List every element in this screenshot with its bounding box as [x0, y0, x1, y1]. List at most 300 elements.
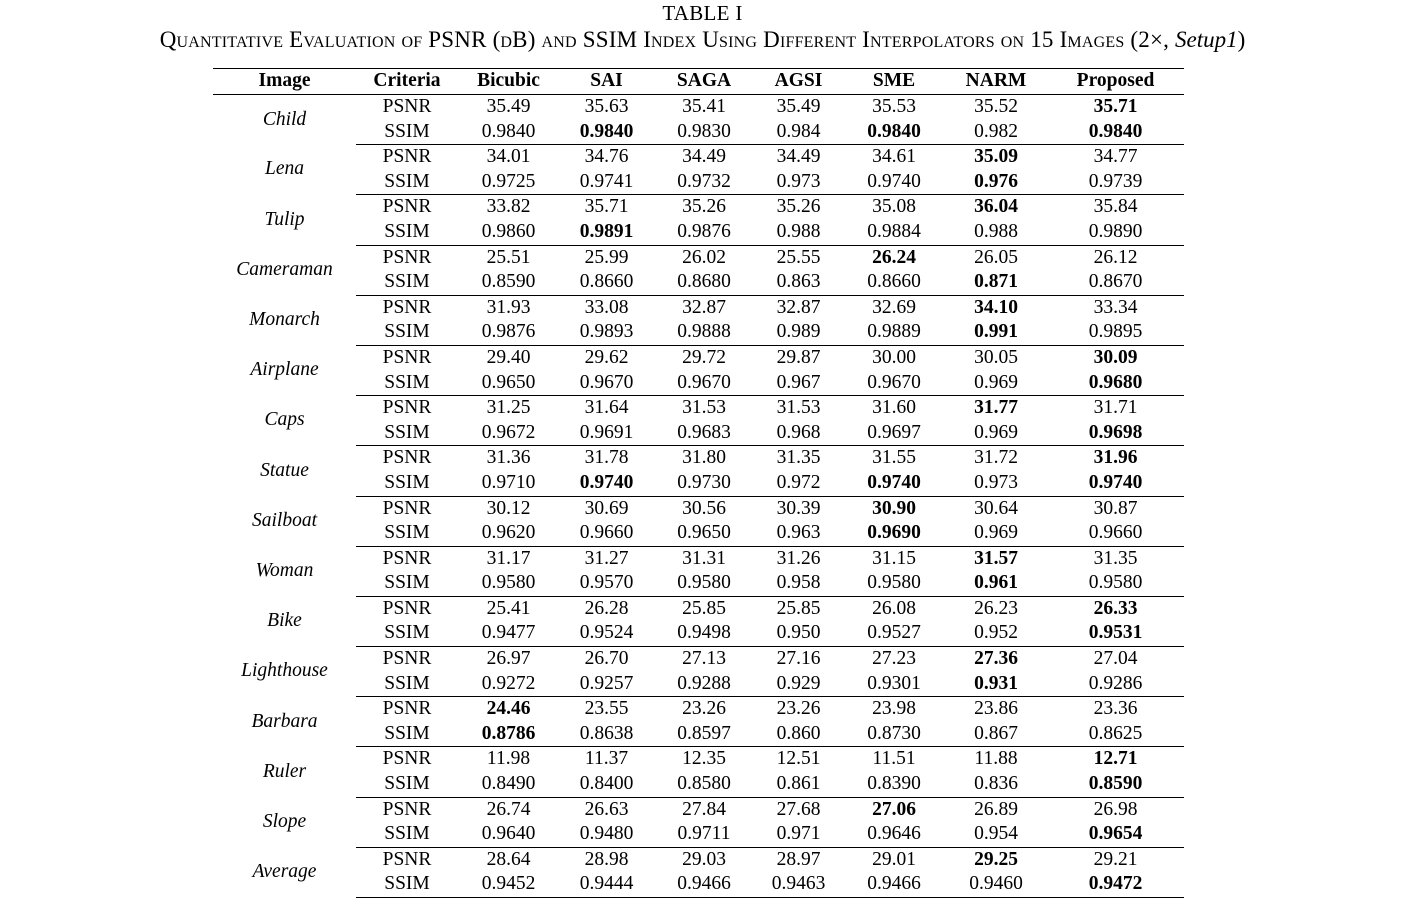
psnr-agsi-cell: 31.26	[776, 547, 821, 569]
image-name-cell: Lena	[265, 158, 304, 180]
table-row	[213, 672, 1184, 697]
psnr-saga-cell: 26.02	[682, 246, 726, 268]
psnr-sme-cell: 31.55	[872, 447, 916, 469]
ssim-agsi-cell: 0.989	[754, 320, 843, 345]
criteria-cell: PSNR	[382, 96, 432, 117]
ssim-proposed-cell: 0.9840	[1047, 120, 1184, 145]
ssim-agsi-cell: 0.958	[754, 571, 843, 596]
ssim-proposed-cell: 0.9739	[1047, 170, 1184, 195]
ssim-saga-cell: 0.9876	[654, 220, 754, 245]
psnr-saga-cell: 32.87	[682, 296, 726, 318]
ssim-proposed-cell: 0.9531	[1047, 621, 1184, 646]
ssim-bicubic-cell: 0.9725	[458, 170, 559, 195]
ssim-bicubic-cell: 0.8786	[458, 722, 559, 747]
image-name-cell: Sailboat	[251, 509, 317, 531]
psnr-agsi-cell: 35.49	[776, 96, 821, 117]
psnr-narm-cell: 26.05	[974, 246, 1018, 268]
ssim-sme-cell: 0.9527	[843, 621, 945, 646]
ssim-sme-cell: 0.9301	[843, 672, 945, 697]
ssim-bicubic-cell: 0.8590	[458, 270, 559, 295]
ssim-saga-cell: 0.9888	[654, 320, 754, 345]
ssim-bicubic-cell: 0.9580	[458, 571, 559, 596]
ssim-sai-cell: 0.9893	[559, 320, 654, 345]
psnr-agsi-cell: 25.55	[776, 246, 821, 268]
criteria-cell: PSNR	[382, 547, 432, 569]
psnr-sme-cell: 26.08	[872, 597, 916, 619]
table-row	[213, 421, 1184, 446]
psnr-sme-cell: 30.00	[872, 346, 916, 368]
criteria-cell: PSNR	[382, 848, 432, 870]
header-image: Image	[213, 69, 356, 95]
psnr-bicubic-cell: 25.51	[486, 246, 531, 268]
psnr-bicubic-cell: 33.82	[486, 196, 531, 218]
psnr-bicubic-cell: 34.01	[486, 146, 531, 168]
ssim-proposed-cell: 0.9286	[1047, 672, 1184, 697]
image-name-cell: Caps	[264, 409, 305, 431]
psnr-saga-cell: 29.03	[682, 848, 726, 870]
criteria-cell: SSIM	[356, 672, 458, 697]
ssim-sai-cell: 0.9524	[559, 621, 654, 646]
psnr-proposed-cell: 35.84	[1093, 196, 1138, 218]
ssim-proposed-cell: 0.9660	[1047, 521, 1184, 546]
ssim-narm-cell: 0.969	[945, 521, 1047, 546]
image-name-cell: Tulip	[264, 208, 305, 230]
psnr-proposed-cell: 27.04	[1093, 648, 1138, 670]
psnr-agsi-cell: 29.87	[776, 346, 821, 368]
ssim-sai-cell: 0.9480	[559, 822, 654, 847]
psnr-saga-cell: 27.13	[682, 648, 726, 670]
ssim-sme-cell: 0.9670	[843, 371, 945, 396]
ssim-bicubic-cell: 0.8490	[458, 772, 559, 797]
ssim-agsi-cell: 0.950	[754, 621, 843, 646]
criteria-cell: SSIM	[356, 220, 458, 245]
psnr-proposed-cell: 26.98	[1093, 798, 1138, 820]
ssim-bicubic-cell: 0.9640	[458, 822, 559, 847]
header-sme: SME	[843, 69, 945, 95]
table-row	[213, 797, 1184, 822]
psnr-bicubic-cell: 31.93	[486, 296, 531, 318]
psnr-saga-cell: 23.26	[682, 698, 726, 720]
ssim-saga-cell: 0.9830	[654, 120, 754, 145]
ssim-proposed-cell: 0.9740	[1047, 471, 1184, 496]
ssim-proposed-cell: 0.8590	[1047, 772, 1184, 797]
ssim-saga-cell: 0.9670	[654, 371, 754, 396]
criteria-cell: PSNR	[382, 296, 432, 318]
ssim-sai-cell: 0.9840	[559, 120, 654, 145]
psnr-sai-cell: 34.76	[584, 146, 629, 168]
psnr-narm-cell: 35.52	[974, 96, 1018, 117]
psnr-bicubic-cell: 31.36	[486, 447, 531, 469]
ssim-sme-cell: 0.9690	[843, 521, 945, 546]
header-bicubic: Bicubic	[458, 69, 559, 95]
table-row	[213, 747, 1184, 772]
psnr-saga-cell: 31.80	[682, 447, 726, 469]
criteria-cell: PSNR	[382, 648, 432, 670]
criteria-cell: SSIM	[356, 371, 458, 396]
psnr-bicubic-cell: 26.74	[486, 798, 531, 820]
ssim-narm-cell: 0.871	[945, 270, 1047, 295]
caption-main-text: Quantitative Evaluation of PSNR (dB) and SSIM Index Using Different Interpolators on 15 Images (2×,	[159, 27, 1176, 52]
ssim-narm-cell: 0.9460	[945, 872, 1047, 897]
psnr-sai-cell: 33.08	[584, 296, 629, 318]
results-table-container	[213, 68, 1184, 898]
header-criteria: Criteria	[356, 69, 458, 95]
criteria-cell: SSIM	[356, 170, 458, 195]
ssim-agsi-cell: 0.860	[754, 722, 843, 747]
psnr-sai-cell: 25.99	[584, 246, 629, 268]
psnr-agsi-cell: 35.26	[776, 196, 821, 218]
ssim-sme-cell: 0.9466	[843, 872, 945, 897]
psnr-agsi-cell: 31.35	[776, 447, 821, 469]
psnr-narm-cell: 36.04	[974, 196, 1018, 218]
ssim-saga-cell: 0.9732	[654, 170, 754, 195]
psnr-sai-cell: 30.69	[584, 497, 629, 519]
criteria-cell: PSNR	[382, 346, 432, 368]
psnr-sai-cell: 26.28	[584, 597, 629, 619]
image-name-cell: Slope	[262, 810, 307, 832]
ssim-agsi-cell: 0.963	[754, 521, 843, 546]
psnr-saga-cell: 27.84	[682, 798, 726, 820]
table-caption	[0, 26, 1405, 54]
psnr-bicubic-cell: 29.40	[486, 346, 531, 368]
table-row	[213, 371, 1184, 396]
image-name-cell: Bike	[267, 610, 302, 632]
header-saga: SAGA	[654, 69, 754, 95]
psnr-narm-cell: 26.23	[974, 597, 1018, 619]
psnr-agsi-cell: 27.16	[776, 648, 821, 670]
ssim-sai-cell: 0.8660	[559, 270, 654, 295]
criteria-cell: SSIM	[356, 872, 458, 897]
psnr-saga-cell: 12.35	[682, 748, 726, 770]
psnr-narm-cell: 26.89	[974, 798, 1018, 820]
ssim-sai-cell: 0.9740	[559, 471, 654, 496]
ssim-sme-cell: 0.9646	[843, 822, 945, 847]
psnr-sai-cell: 31.64	[584, 397, 629, 419]
header-narm: NARM	[945, 69, 1047, 95]
image-name-cell: Statue	[260, 459, 309, 481]
ssim-narm-cell: 0.991	[945, 320, 1047, 345]
criteria-cell: SSIM	[356, 822, 458, 847]
ssim-sme-cell: 0.9740	[843, 471, 945, 496]
psnr-sme-cell: 23.98	[872, 698, 916, 720]
ssim-narm-cell: 0.969	[945, 371, 1047, 396]
psnr-proposed-cell: 33.34	[1093, 296, 1138, 318]
psnr-proposed-cell: 31.35	[1093, 547, 1138, 569]
ssim-narm-cell: 0.973	[945, 471, 1047, 496]
ssim-narm-cell: 0.961	[945, 571, 1047, 596]
psnr-sai-cell: 31.78	[584, 447, 629, 469]
table-row	[213, 220, 1184, 245]
criteria-cell: SSIM	[356, 621, 458, 646]
ssim-saga-cell: 0.8597	[654, 722, 754, 747]
ssim-narm-cell: 0.836	[945, 772, 1047, 797]
psnr-proposed-cell: 30.09	[1093, 346, 1138, 368]
ssim-sme-cell: 0.8730	[843, 722, 945, 747]
table-row	[213, 621, 1184, 646]
criteria-cell: SSIM	[356, 521, 458, 546]
ssim-sme-cell: 0.9740	[843, 170, 945, 195]
table-row	[213, 822, 1184, 847]
ssim-saga-cell: 0.8580	[654, 772, 754, 797]
ssim-agsi-cell: 0.984	[754, 120, 843, 145]
psnr-saga-cell: 29.72	[682, 346, 726, 368]
ssim-narm-cell: 0.969	[945, 421, 1047, 446]
ssim-agsi-cell: 0.861	[754, 772, 843, 797]
table-row	[213, 722, 1184, 747]
table-row	[213, 446, 1184, 471]
ssim-bicubic-cell: 0.9650	[458, 371, 559, 396]
image-name-cell: Lighthouse	[241, 660, 328, 682]
ssim-narm-cell: 0.988	[945, 220, 1047, 245]
image-name-cell: Woman	[255, 559, 314, 581]
psnr-agsi-cell: 27.68	[776, 798, 821, 820]
ssim-bicubic-cell: 0.9620	[458, 521, 559, 546]
results-table	[213, 68, 1184, 898]
psnr-agsi-cell: 30.39	[776, 497, 821, 519]
psnr-narm-cell: 29.25	[974, 848, 1018, 870]
psnr-narm-cell: 11.88	[974, 748, 1018, 770]
ssim-sai-cell: 0.9741	[559, 170, 654, 195]
table-row	[213, 772, 1184, 797]
header-proposed: Proposed	[1047, 69, 1184, 95]
criteria-cell: SSIM	[356, 722, 458, 747]
table-row	[213, 195, 1184, 220]
ssim-narm-cell: 0.976	[945, 170, 1047, 195]
criteria-cell: PSNR	[382, 748, 432, 770]
psnr-sme-cell: 35.08	[872, 196, 916, 218]
ssim-sai-cell: 0.8400	[559, 772, 654, 797]
psnr-saga-cell: 35.41	[682, 96, 726, 117]
ssim-proposed-cell: 0.9890	[1047, 220, 1184, 245]
psnr-sme-cell: 26.24	[872, 246, 916, 268]
ssim-agsi-cell: 0.929	[754, 672, 843, 697]
table-row	[213, 496, 1184, 521]
psnr-narm-cell: 30.05	[974, 346, 1018, 368]
ssim-agsi-cell: 0.971	[754, 822, 843, 847]
table-row	[213, 120, 1184, 145]
table-row	[213, 170, 1184, 195]
criteria-cell: PSNR	[382, 497, 432, 519]
header-sai: SAI	[559, 69, 654, 95]
psnr-bicubic-cell: 11.98	[486, 748, 531, 770]
psnr-bicubic-cell: 31.17	[486, 547, 531, 569]
ssim-saga-cell: 0.9711	[654, 822, 754, 847]
table-row	[213, 245, 1184, 270]
table-row	[213, 471, 1184, 496]
psnr-bicubic-cell: 26.97	[486, 648, 531, 670]
psnr-sme-cell: 31.60	[872, 397, 916, 419]
psnr-sai-cell: 26.63	[584, 798, 629, 820]
criteria-cell: SSIM	[356, 120, 458, 145]
criteria-cell: SSIM	[356, 421, 458, 446]
psnr-saga-cell: 34.49	[682, 146, 726, 168]
psnr-proposed-cell: 29.21	[1093, 848, 1138, 870]
ssim-narm-cell: 0.867	[945, 722, 1047, 747]
psnr-sme-cell: 27.23	[872, 648, 916, 670]
image-name-cell: Average	[252, 861, 317, 883]
table-row	[213, 872, 1184, 897]
psnr-sme-cell: 35.53	[872, 96, 916, 117]
psnr-sme-cell: 34.61	[872, 146, 916, 168]
ssim-sai-cell: 0.9257	[559, 672, 654, 697]
ssim-proposed-cell: 0.8625	[1047, 722, 1184, 747]
psnr-narm-cell: 31.72	[974, 447, 1018, 469]
psnr-saga-cell: 25.85	[682, 597, 726, 619]
criteria-cell: PSNR	[382, 447, 432, 469]
psnr-sai-cell: 26.70	[584, 648, 629, 670]
ssim-sai-cell: 0.8638	[559, 722, 654, 747]
ssim-saga-cell: 0.9580	[654, 571, 754, 596]
image-name-cell: Cameraman	[236, 258, 333, 280]
table-row	[213, 396, 1184, 421]
criteria-cell: SSIM	[356, 571, 458, 596]
image-name-cell: Barbara	[251, 710, 318, 732]
psnr-sai-cell: 35.71	[584, 196, 629, 218]
psnr-saga-cell: 31.53	[682, 397, 726, 419]
psnr-sai-cell: 28.98	[584, 848, 629, 870]
criteria-cell: SSIM	[356, 772, 458, 797]
ssim-bicubic-cell: 0.9860	[458, 220, 559, 245]
psnr-sai-cell: 31.27	[584, 547, 629, 569]
caption-close-paren: )	[1237, 27, 1246, 52]
image-name-cell: Airplane	[250, 359, 319, 381]
ssim-bicubic-cell: 0.9272	[458, 672, 559, 697]
psnr-bicubic-cell: 30.12	[486, 497, 531, 519]
psnr-agsi-cell: 25.85	[776, 597, 821, 619]
table-row	[213, 847, 1184, 872]
ssim-sme-cell: 0.9580	[843, 571, 945, 596]
psnr-sai-cell: 35.63	[584, 96, 629, 117]
psnr-agsi-cell: 12.51	[776, 748, 821, 770]
criteria-cell: PSNR	[382, 798, 432, 820]
image-name-cell: Monarch	[249, 309, 320, 331]
header-row	[213, 69, 1184, 95]
ssim-sai-cell: 0.9660	[559, 521, 654, 546]
psnr-agsi-cell: 32.87	[776, 296, 821, 318]
psnr-agsi-cell: 23.26	[776, 698, 821, 720]
caption-setup-text: Setup1	[1175, 27, 1238, 52]
ssim-proposed-cell: 0.9580	[1047, 571, 1184, 596]
psnr-agsi-cell: 31.53	[776, 397, 821, 419]
psnr-proposed-cell: 31.96	[1093, 447, 1138, 469]
psnr-sme-cell: 27.06	[872, 798, 916, 820]
psnr-sai-cell: 11.37	[584, 748, 629, 770]
criteria-cell: PSNR	[382, 246, 432, 268]
ssim-bicubic-cell: 0.9452	[458, 872, 559, 897]
ssim-proposed-cell: 0.9680	[1047, 371, 1184, 396]
psnr-saga-cell: 31.31	[682, 547, 726, 569]
psnr-narm-cell: 31.57	[974, 547, 1018, 569]
ssim-sme-cell: 0.8390	[843, 772, 945, 797]
criteria-cell: PSNR	[382, 597, 432, 619]
table-row	[213, 697, 1184, 722]
psnr-agsi-cell: 28.97	[776, 848, 821, 870]
table-row	[213, 521, 1184, 546]
criteria-cell: PSNR	[382, 698, 432, 720]
ssim-agsi-cell: 0.9463	[754, 872, 843, 897]
ssim-proposed-cell: 0.9654	[1047, 822, 1184, 847]
table-row	[213, 145, 1184, 170]
table-row	[213, 320, 1184, 345]
image-name-cell: Ruler	[262, 760, 307, 782]
psnr-sme-cell: 30.90	[872, 497, 916, 519]
ssim-sai-cell: 0.9444	[559, 872, 654, 897]
ssim-saga-cell: 0.8680	[654, 270, 754, 295]
ssim-proposed-cell: 0.8670	[1047, 270, 1184, 295]
ssim-sme-cell: 0.9697	[843, 421, 945, 446]
ssim-saga-cell: 0.9288	[654, 672, 754, 697]
psnr-proposed-cell: 34.77	[1093, 146, 1138, 168]
table-number: TABLE I	[662, 1, 743, 25]
psnr-proposed-cell: 26.12	[1093, 246, 1138, 268]
ssim-narm-cell: 0.982	[945, 120, 1047, 145]
psnr-proposed-cell: 30.87	[1093, 497, 1138, 519]
psnr-sai-cell: 29.62	[584, 346, 629, 368]
ssim-sme-cell: 0.9884	[843, 220, 945, 245]
table-row	[213, 295, 1184, 320]
psnr-sai-cell: 23.55	[584, 698, 629, 720]
ssim-agsi-cell: 0.863	[754, 270, 843, 295]
table-row	[213, 546, 1184, 571]
ssim-agsi-cell: 0.973	[754, 170, 843, 195]
ssim-proposed-cell: 0.9698	[1047, 421, 1184, 446]
table-body	[213, 95, 1184, 898]
ssim-bicubic-cell: 0.9710	[458, 471, 559, 496]
psnr-bicubic-cell: 35.49	[486, 96, 531, 117]
psnr-sme-cell: 31.15	[872, 547, 916, 569]
psnr-saga-cell: 35.26	[682, 196, 726, 218]
table-row	[213, 270, 1184, 295]
psnr-bicubic-cell: 28.64	[486, 848, 531, 870]
ssim-bicubic-cell: 0.9876	[458, 320, 559, 345]
ssim-sai-cell: 0.9570	[559, 571, 654, 596]
psnr-narm-cell: 30.64	[974, 497, 1018, 519]
criteria-cell: PSNR	[382, 146, 432, 168]
psnr-proposed-cell: 35.71	[1093, 96, 1138, 117]
ssim-saga-cell: 0.9730	[654, 471, 754, 496]
table-row	[213, 95, 1184, 120]
psnr-sme-cell: 29.01	[872, 848, 916, 870]
criteria-cell: SSIM	[356, 320, 458, 345]
ssim-agsi-cell: 0.972	[754, 471, 843, 496]
psnr-proposed-cell: 12.71	[1093, 748, 1138, 770]
psnr-sme-cell: 32.69	[872, 296, 916, 318]
ssim-sme-cell: 0.9840	[843, 120, 945, 145]
psnr-saga-cell: 30.56	[682, 497, 726, 519]
psnr-bicubic-cell: 31.25	[486, 397, 531, 419]
ssim-bicubic-cell: 0.9840	[458, 120, 559, 145]
header-agsi: AGSI	[754, 69, 843, 95]
ssim-agsi-cell: 0.967	[754, 371, 843, 396]
ssim-narm-cell: 0.954	[945, 822, 1047, 847]
ssim-saga-cell: 0.9683	[654, 421, 754, 446]
table-row	[213, 345, 1184, 370]
psnr-proposed-cell: 31.71	[1093, 397, 1138, 419]
ssim-saga-cell: 0.9466	[654, 872, 754, 897]
ssim-saga-cell: 0.9498	[654, 621, 754, 646]
table-row	[213, 647, 1184, 672]
psnr-narm-cell: 31.77	[974, 397, 1018, 419]
ssim-bicubic-cell: 0.9672	[458, 421, 559, 446]
psnr-bicubic-cell: 25.41	[486, 597, 531, 619]
ssim-bicubic-cell: 0.9477	[458, 621, 559, 646]
ssim-agsi-cell: 0.968	[754, 421, 843, 446]
table-row	[213, 571, 1184, 596]
table-row	[213, 596, 1184, 621]
ssim-sai-cell: 0.9891	[559, 220, 654, 245]
psnr-sme-cell: 11.51	[872, 748, 916, 770]
ssim-narm-cell: 0.952	[945, 621, 1047, 646]
